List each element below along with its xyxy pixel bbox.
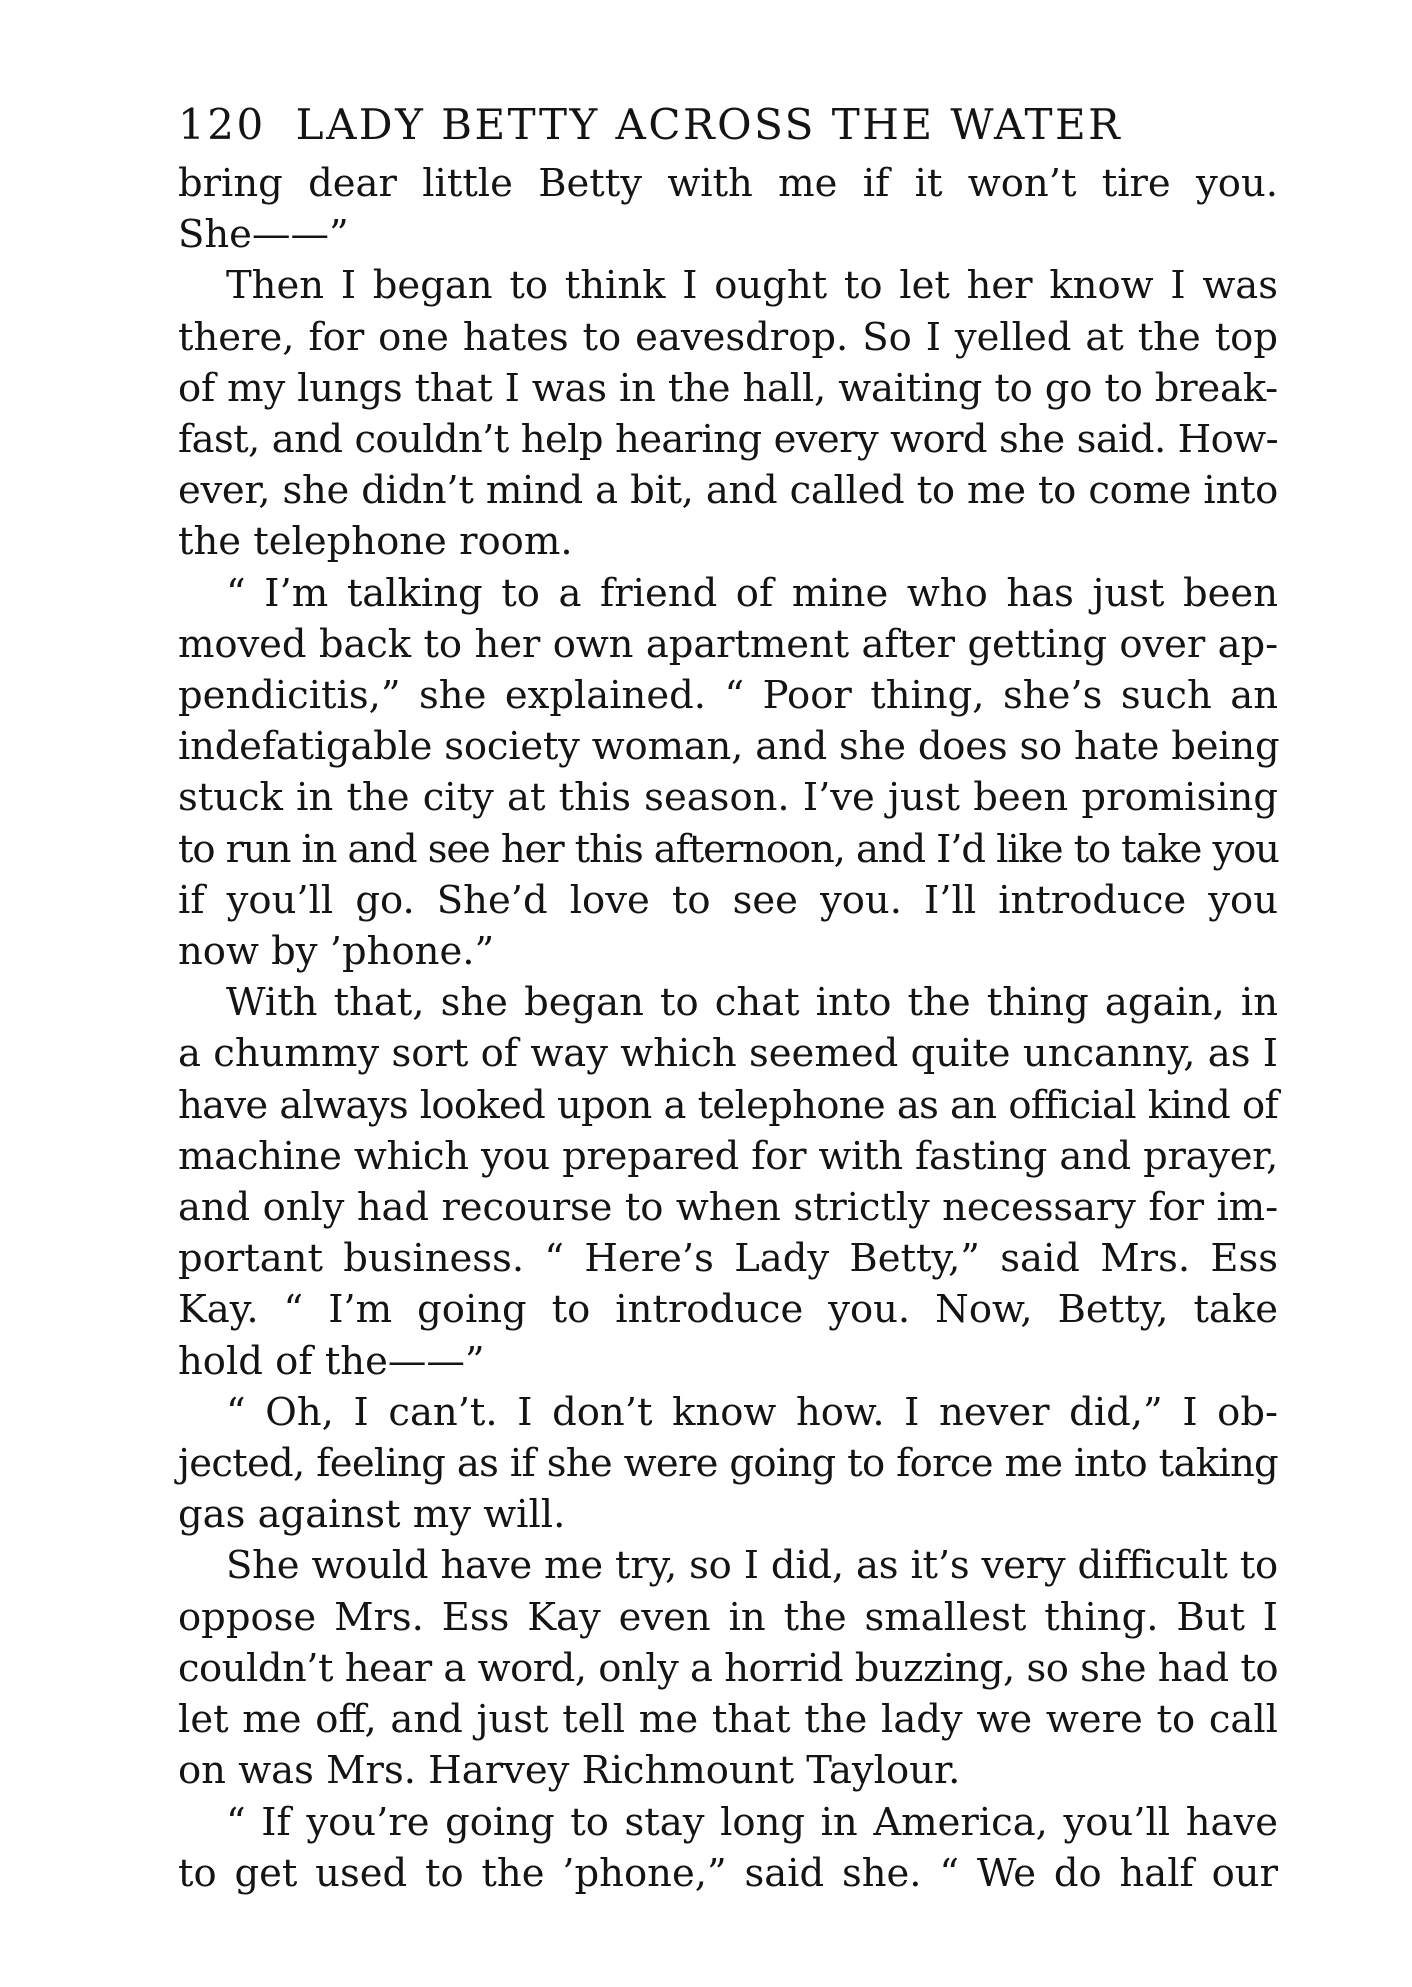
book-page — [178, 100, 1278, 1899]
text-line: the telephone room. — [178, 519, 573, 565]
running-header — [178, 100, 1278, 150]
text-line: “ Oh, I can’t. I don’t know how. I never did,” I ob- — [226, 1389, 1278, 1435]
text-line: Kay. “ I’m going to introduce you. Now, Betty, take — [178, 1287, 1278, 1333]
text-line: hold of the——” — [178, 1338, 485, 1384]
text-line: gas against my will. — [178, 1492, 566, 1538]
text-line: couldn’t hear a word, only a horrid buzzing, so she had to — [178, 1645, 1278, 1691]
text-line: machine which you prepared for with fasting and prayer, — [178, 1133, 1278, 1179]
text-line: moved back to her own apartment after getting over ap- — [178, 621, 1278, 667]
text-line: of my lungs that I was in the hall, waiting to go to break- — [178, 365, 1278, 411]
text-line: and only had recourse to when strictly necessary for im- — [178, 1185, 1278, 1231]
text-line: let me off, and just tell me that the lady we were to call — [178, 1697, 1278, 1743]
text-line: She——” — [178, 212, 349, 258]
text-line: there, for one hates to eavesdrop. So I yelled at the top — [178, 314, 1278, 360]
text-line: jected, feeling as if she were going to force me into taking — [178, 1441, 1278, 1487]
text-line: on was Mrs. Harvey Richmount Taylour. — [178, 1748, 961, 1794]
text-line: have always looked upon a telephone as an official kind of — [178, 1082, 1278, 1128]
text-line: now by ’phone.” — [178, 929, 495, 975]
text-line: to run in and see her this afternoon, and I’d like to take you — [178, 826, 1279, 872]
text-line: With that, she began to chat into the thing again, in — [226, 980, 1278, 1026]
text-line: pendicitis,” she explained. “ Poor thing, she’s such an — [178, 673, 1278, 719]
text-line: a chummy sort of way which seemed quite uncanny, as I — [178, 1031, 1278, 1077]
running-title: LADY BETTY ACROSS THE WATER — [295, 100, 1123, 149]
text-line: portant business. “ Here’s Lady Betty,” said Mrs. Ess — [178, 1236, 1278, 1282]
body-text — [178, 158, 1278, 1899]
page-number: 120 — [178, 100, 266, 149]
text-line: “ I’m talking to a friend of mine who has just been — [226, 570, 1278, 616]
text-line: Then I began to think I ought to let her know I was — [226, 263, 1278, 309]
text-line: indefatigable society woman, and she does so hate being — [178, 724, 1280, 770]
text-line: bring dear little Betty with me if it won’t tire you. — [178, 161, 1278, 206]
text-line: stuck in the city at this season. I’ve just been promising — [178, 775, 1278, 821]
text-line: if you’ll go. She’d love to see you. I’ll introduce you — [178, 877, 1278, 923]
text-line: She would have me try, so I did, as it’s very difficult to — [226, 1543, 1278, 1589]
text-line: fast, and couldn’t help hearing every word she said. How- — [178, 417, 1278, 463]
text-line: oppose Mrs. Ess Kay even in the smallest thing. But I — [178, 1594, 1278, 1640]
text-line: to get used to the ’phone,” said she. “ We do half our — [178, 1850, 1278, 1896]
text-line: ever, she didn’t mind a bit, and called to me to come into — [178, 468, 1278, 514]
text-line: “ If you’re going to stay long in America, you’ll have — [226, 1799, 1278, 1845]
